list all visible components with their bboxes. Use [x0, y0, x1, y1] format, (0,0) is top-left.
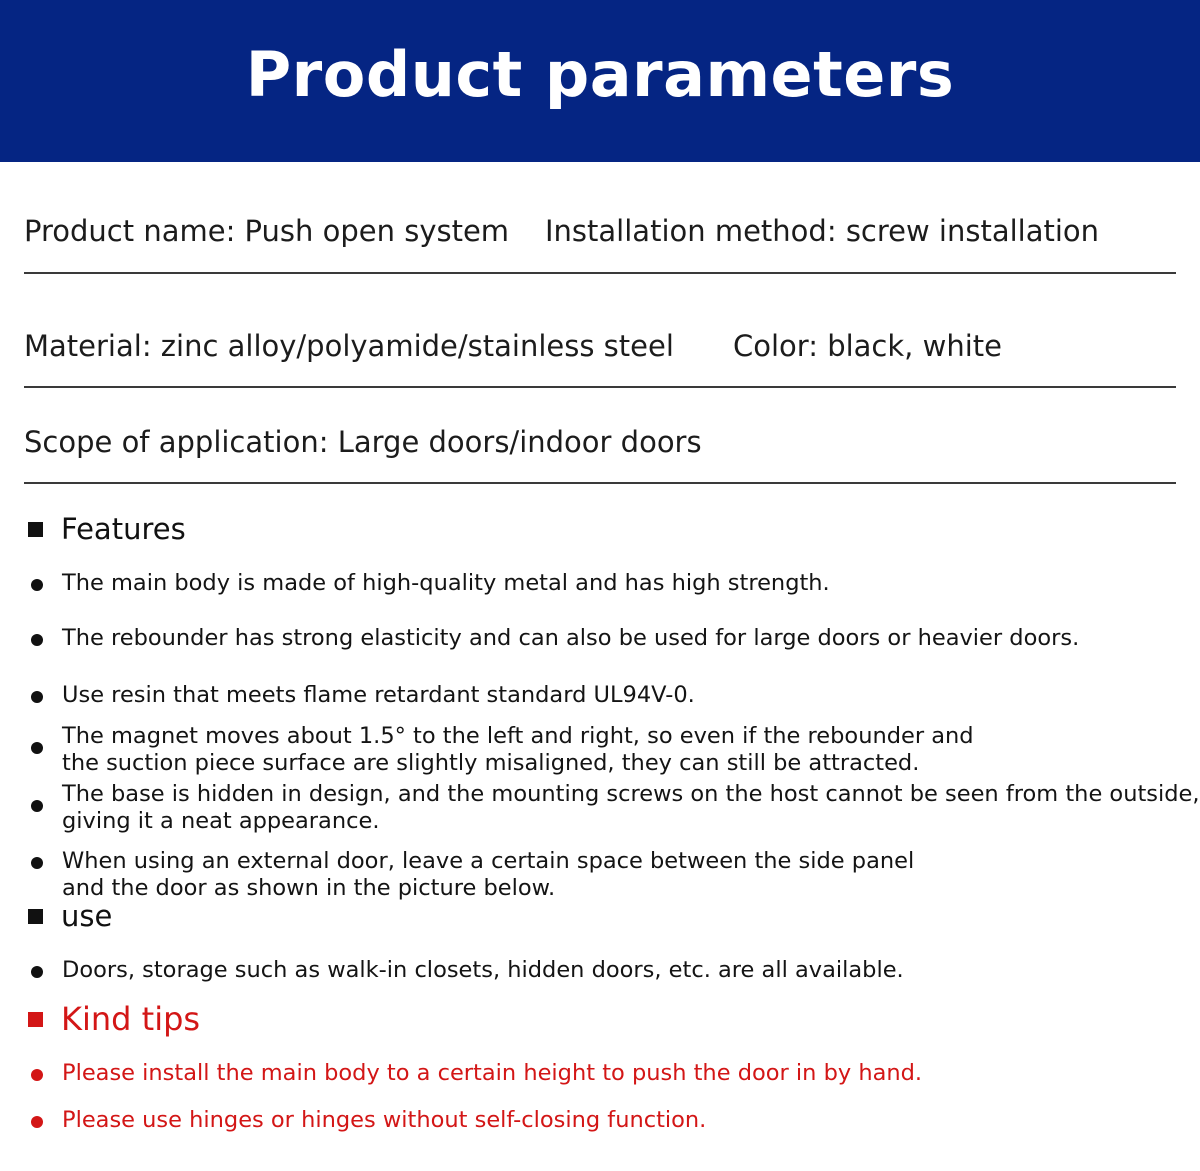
- scope-text: Scope of application: Large doors/indoor doors: [24, 425, 702, 459]
- installation-method-text: Installation method: screw installation: [545, 214, 1100, 248]
- header-banner: [0, 0, 1200, 162]
- divider: [24, 386, 1176, 388]
- bullet-dot-icon: [31, 742, 43, 754]
- product-name-text: Product name: Push open system: [24, 214, 510, 248]
- list-item-text: The magnet moves about 1.5° to the left and right, so even if the rebounder and the suction piece surface are slightly misaligned, they can still be attracted.: [62, 723, 974, 776]
- material-text: Material: zinc alloy/polyamide/stainless steel: [24, 329, 674, 363]
- square-bullet-icon: [28, 522, 43, 537]
- square-bullet-icon: [28, 1012, 43, 1027]
- list-item-text: Use resin that meets flame retardant standard UL94V-0.: [62, 682, 695, 708]
- list-item-text: The rebounder has strong elasticity and can also be used for large doors or heavier doors.: [62, 625, 1080, 651]
- use-heading-label: use: [61, 899, 113, 933]
- bullet-dot-icon: [31, 579, 43, 591]
- color-text: Color: black, white: [733, 329, 1002, 363]
- square-bullet-icon: [28, 909, 43, 924]
- list-item-text: The base is hidden in design, and the mounting screws on the host cannot be seen from the outside, giving it a neat appearance.: [62, 781, 1200, 834]
- list-item-text: The main body is made of high-quality metal and has high strength.: [62, 570, 830, 596]
- divider: [24, 272, 1176, 274]
- divider: [24, 482, 1176, 484]
- list-item-text: Please install the main body to a certain height to push the door in by hand.: [62, 1060, 923, 1086]
- kind-tips-heading: [28, 1000, 200, 1038]
- use-heading: [28, 899, 112, 933]
- kind-tips-heading-label: Kind tips: [61, 1000, 201, 1038]
- list-item-text: When using an external door, leave a certain space between the side panel and the door as shown in the picture below.: [62, 848, 915, 901]
- page-title: Product parameters: [245, 37, 955, 111]
- list-item-text: Doors, storage such as walk-in closets, hidden doors, etc. are all available.: [62, 957, 904, 983]
- bullet-dot-icon: [31, 966, 43, 978]
- bullet-dot-icon: [31, 1116, 43, 1128]
- features-heading: [28, 512, 186, 546]
- bullet-dot-icon: [31, 800, 43, 812]
- bullet-dot-icon: [31, 857, 43, 869]
- bullet-dot-icon: [31, 1069, 43, 1081]
- bullet-dot-icon: [31, 634, 43, 646]
- list-item-text: Please use hinges or hinges without self-closing function.: [62, 1107, 707, 1133]
- bullet-dot-icon: [31, 691, 43, 703]
- features-heading-label: Features: [61, 512, 186, 546]
